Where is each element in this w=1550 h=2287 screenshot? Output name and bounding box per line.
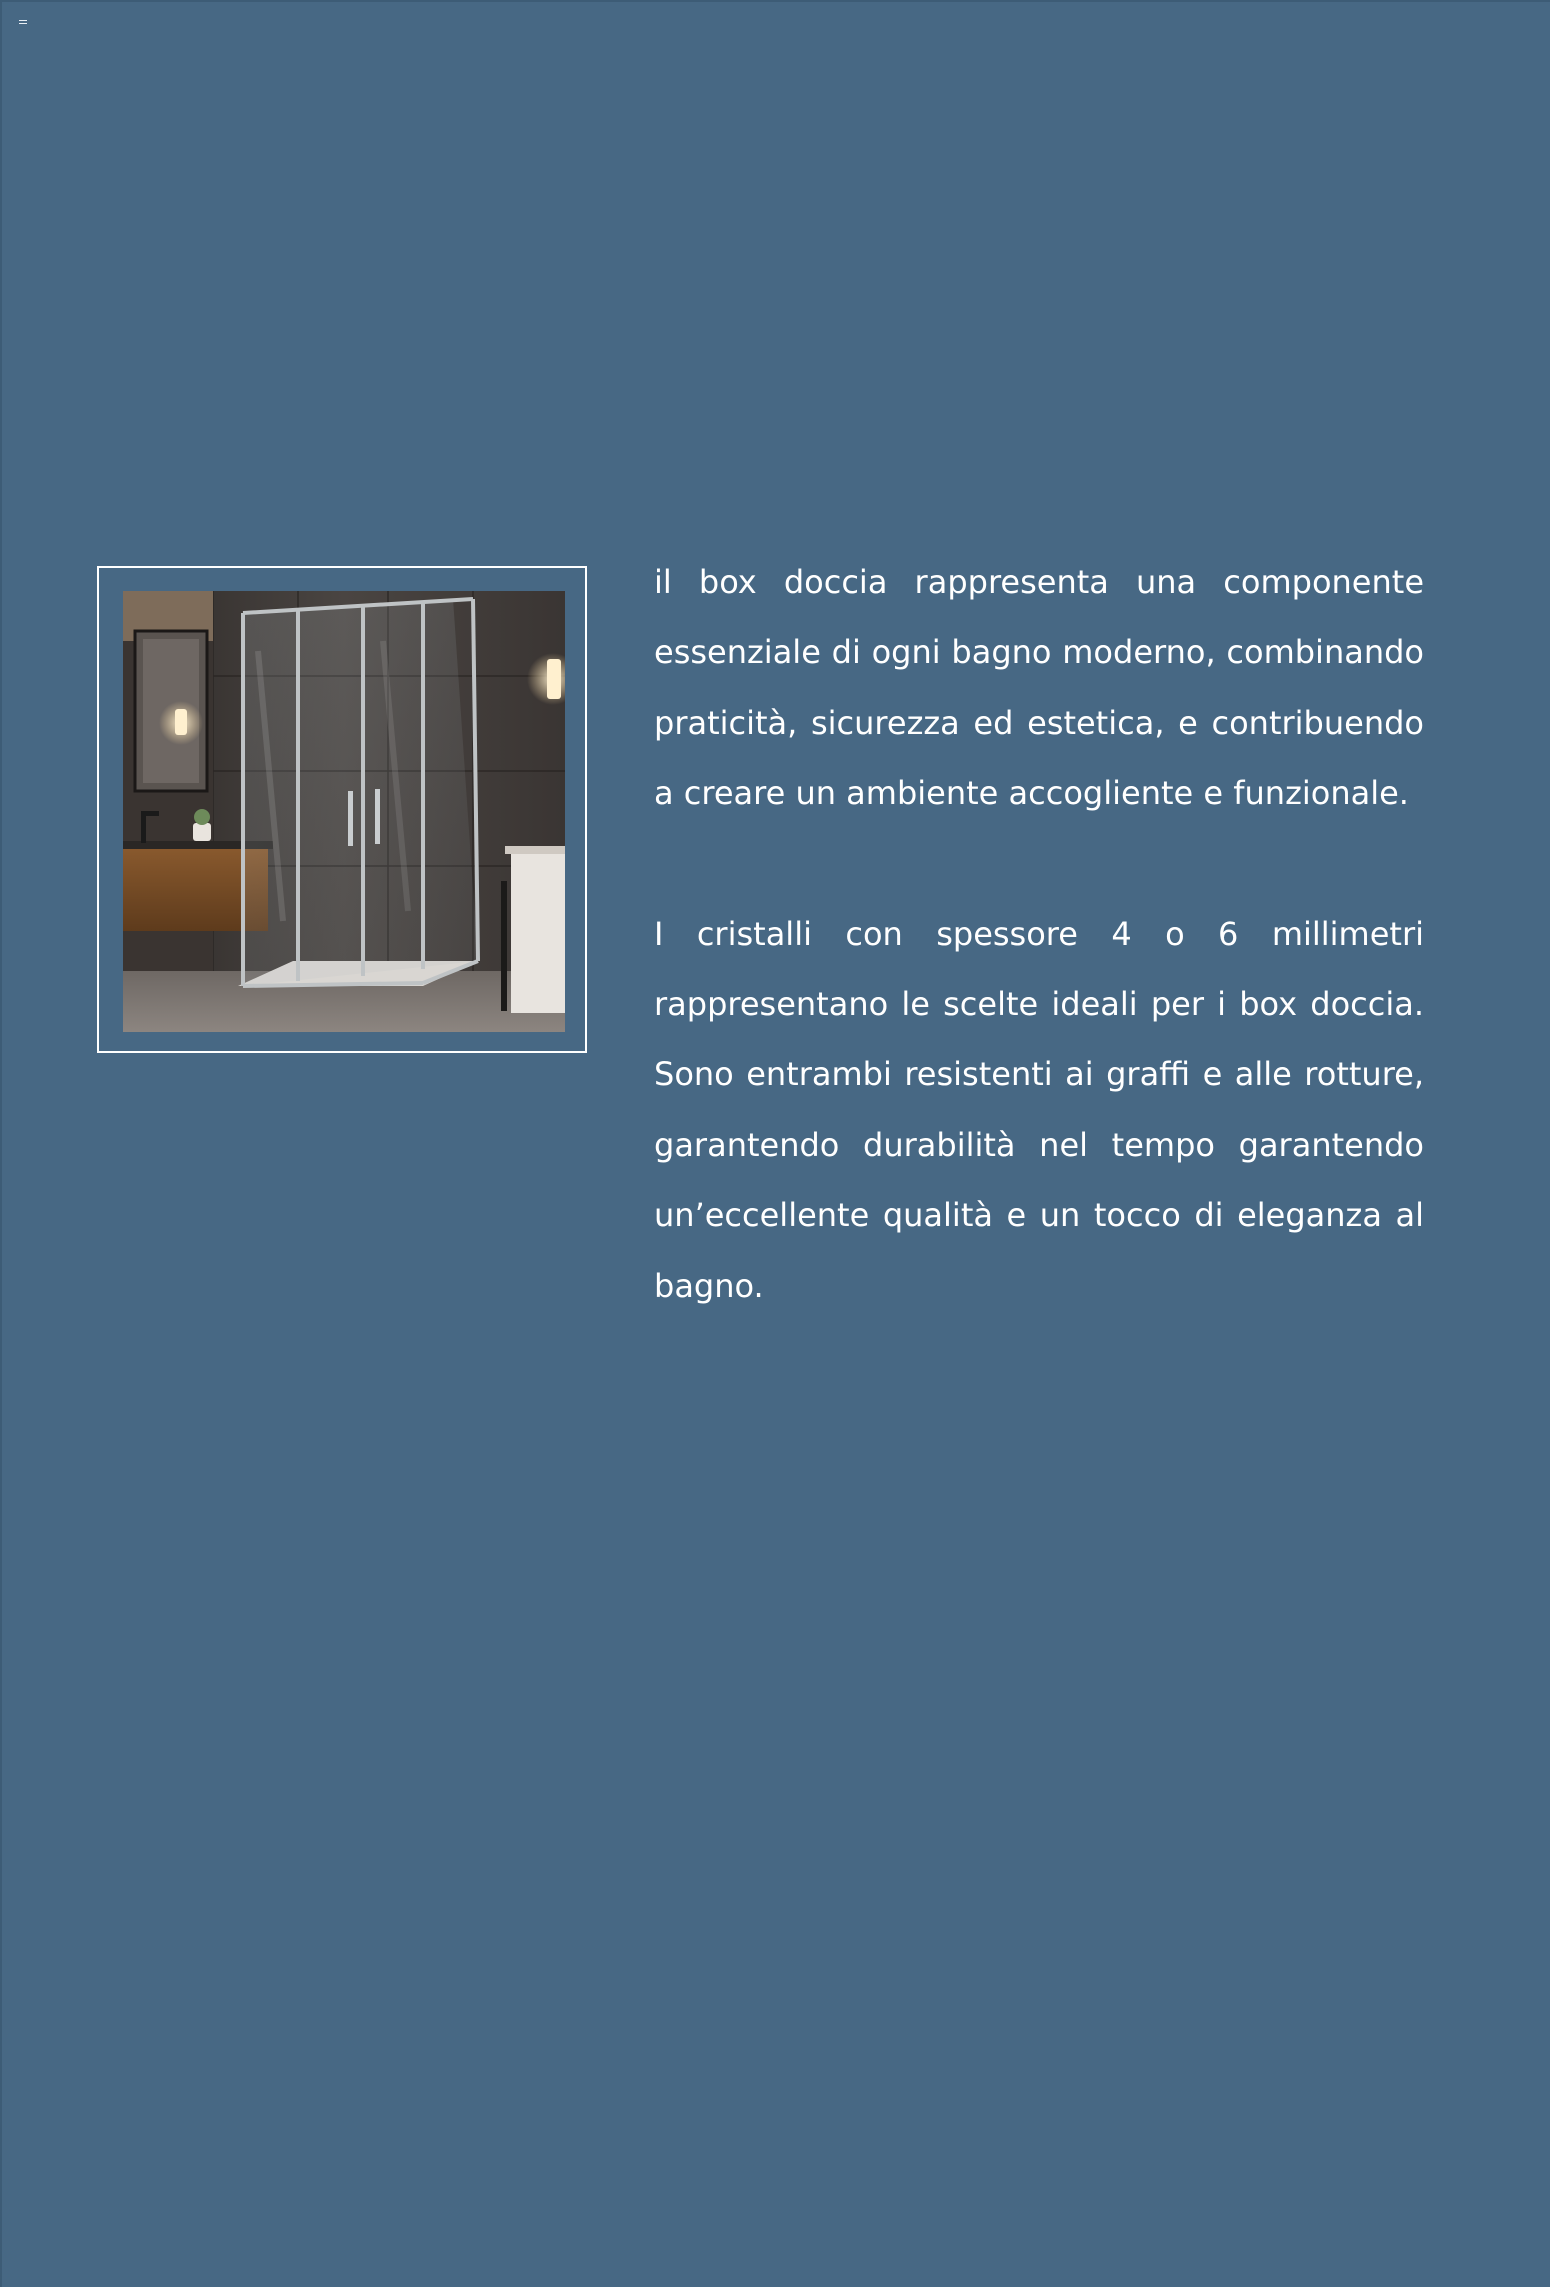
paragraph-intro: il box doccia rappresenta una componente essenziale di ogni bagno moderno, combinando praticità, sicurezza ed estetica, e contribuendo a creare un ambiente accogliente e funzionale. — [654, 563, 1424, 813]
body-text — [654, 547, 1424, 1321]
shower-enclosure-photo — [123, 591, 565, 1032]
page-edge-top — [0, 0, 1550, 2]
paragraph-glass: I cristalli con spessore 4 o 6 millimetri rappresentano le scelte ideali per i box doccia. Sono entrambi resistenti ai graffi e alle rotture, garantendo durabilità nel tempo garantendo un’eccellente qualità e un tocco di eleganza al bagno. — [654, 914, 1424, 1305]
page-edge-left — [0, 0, 2, 2287]
corner-mark-icon — [19, 20, 27, 26]
